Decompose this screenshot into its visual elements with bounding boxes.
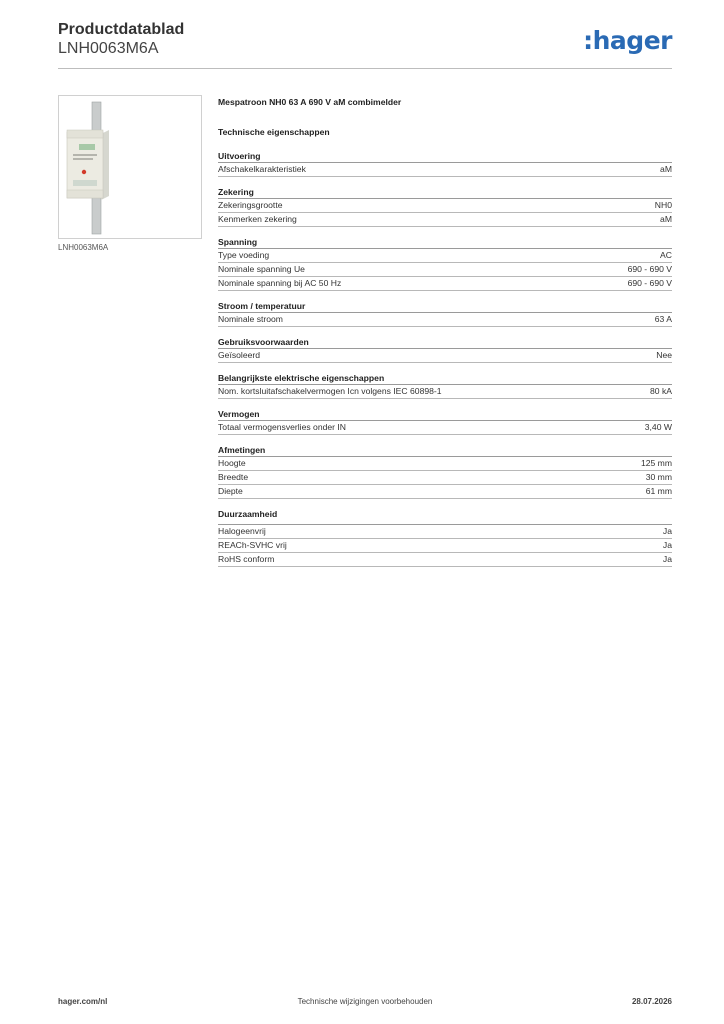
spec-row: [218, 313, 672, 327]
product-name: Mespatroon NH0 63 A 690 V aM combimelder: [218, 97, 402, 107]
footer-website[interactable]: hager.com/nl: [58, 997, 108, 1006]
spec-label: Nom. kortsluitafschakelvermogen Icn volgens IEC 60898-1: [218, 386, 442, 396]
footer-date: 28.07.2026: [631, 997, 672, 1006]
spec-label: Zekeringsgrootte: [218, 200, 283, 210]
spec-value: Ja: [662, 554, 672, 564]
section-title: Zekering: [218, 186, 672, 199]
spec-label: Nominale stroom: [218, 314, 283, 324]
spec-value: NH0: [654, 200, 672, 210]
spec-row: [218, 553, 672, 567]
spec-label: Totaal vermogensverlies onder IN: [218, 422, 347, 432]
header-divider: [58, 68, 672, 69]
spec-row: [218, 539, 672, 553]
spec-section: [218, 236, 672, 291]
spec-section: [218, 300, 672, 327]
spec-value: aM: [660, 214, 672, 224]
spec-row: [218, 163, 672, 177]
spec-section: [218, 508, 672, 567]
spec-label: Afschakelkarakteristiek: [218, 164, 306, 174]
spec-sections: [218, 150, 672, 567]
spec-value: Ja: [662, 540, 672, 550]
spec-label: Kenmerken zekering: [218, 214, 297, 224]
spec-label: Nominale spanning Ue: [218, 264, 305, 274]
spec-value: 125 mm: [640, 458, 672, 468]
spec-label: Halogeenvrij: [218, 526, 266, 536]
spec-row: [218, 263, 672, 277]
spec-row: [218, 485, 672, 499]
spec-label: Type voeding: [218, 250, 270, 260]
footer-notice: Technische wijzigingen voorbehouden: [297, 997, 433, 1006]
spec-value: 61 mm: [645, 486, 672, 496]
spec-row: [218, 421, 672, 435]
section-title: Afmetingen: [218, 444, 672, 457]
section-title: Spanning: [218, 236, 672, 249]
spec-value: Ja: [662, 526, 672, 536]
spec-row: [218, 349, 672, 363]
spec-section: [218, 372, 672, 399]
spec-section: [218, 186, 672, 227]
spec-value: 690 - 690 V: [627, 264, 672, 274]
spec-section: [218, 408, 672, 435]
spec-value: 3,40 W: [644, 422, 672, 432]
spec-section: [218, 444, 672, 499]
spec-row: [218, 277, 672, 291]
spec-value: Nee: [656, 350, 672, 360]
tech-heading: Technische eigenschappen: [218, 127, 330, 137]
spec-content: [218, 97, 672, 567]
spec-section: [218, 336, 672, 363]
spec-label: Hoogte: [218, 458, 246, 468]
spec-value: AC: [660, 250, 672, 260]
spec-row: [218, 213, 672, 227]
spec-row: [218, 249, 672, 263]
section-title: Belangrijkste elektrische eigenschappen: [218, 372, 672, 385]
spec-label: REACh-SVHC vrij: [218, 540, 287, 550]
spec-value: 80 kA: [650, 386, 672, 396]
spec-label: Nominale spanning bij AC 50 Hz: [218, 278, 342, 288]
spec-row: [218, 457, 672, 471]
section-title: Uitvoering: [218, 150, 672, 163]
spec-row: [218, 471, 672, 485]
page-header: [58, 20, 672, 68]
spec-label: RoHS conform: [218, 554, 275, 564]
spec-value: 690 - 690 V: [627, 278, 672, 288]
spec-value: 63 A: [654, 314, 672, 324]
document-title: Productdatablad: [58, 21, 185, 38]
fuse-cartridge-icon: [59, 96, 201, 238]
spec-label: Diepte: [218, 486, 243, 496]
section-title: Vermogen: [218, 408, 672, 421]
page-footer: [58, 997, 672, 1009]
spec-section: [218, 150, 672, 177]
product-image: [58, 95, 202, 239]
spec-label: Breedte: [218, 472, 249, 482]
image-caption: LNH0063M6A: [58, 243, 109, 252]
section-title: Duurzaamheid: [218, 508, 672, 525]
spec-value: 30 mm: [645, 472, 672, 482]
product-code: LNH0063M6A: [58, 40, 159, 57]
hager-logo: :hager: [583, 26, 672, 55]
section-title: Stroom / temperatuur: [218, 300, 672, 313]
spec-row: [218, 525, 672, 539]
spec-row: [218, 199, 672, 213]
spec-label: Geïsoleerd: [218, 350, 261, 360]
spec-value: aM: [660, 164, 672, 174]
spec-row: [218, 385, 672, 399]
section-title: Gebruiksvoorwaarden: [218, 336, 672, 349]
